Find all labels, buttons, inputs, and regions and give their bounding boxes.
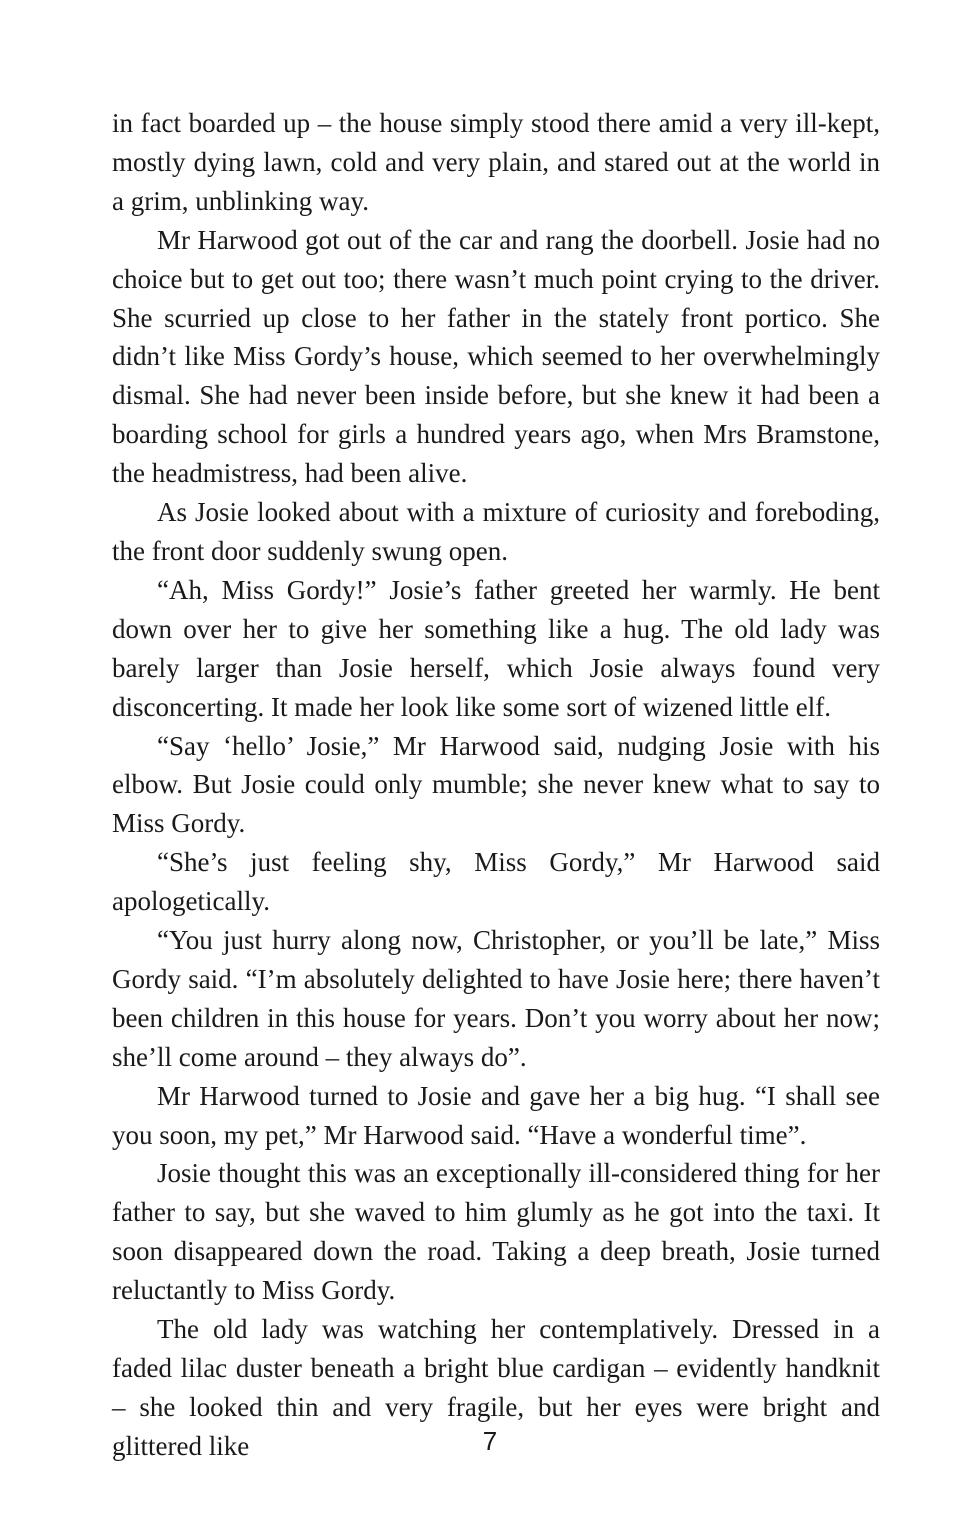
- body-text: [112, 104, 880, 1466]
- paragraph-5: “Say ‘hello’ Josie,” Mr Harwood said, nudging Josie with his elbow. But Josie could only mumble; she never knew what to say to Miss Gordy.: [112, 730, 880, 839]
- paragraph-7: “You just hurry along now, Christopher, or you’ll be late,” Miss Gordy said. “I’m absolutely delighted to have Josie here; there haven’t been children in this house for years. Don’t you worry about her now; she’ll come around – they always do”.: [112, 925, 880, 1072]
- paragraph-10: The old lady was watching her contemplatively. Dressed in a faded lilac duster beneath a bright blue cardigan – evidently handknit – she looked thin and very fragile, but her eyes were bright and glittered like: [112, 1314, 880, 1461]
- paragraph-2: Mr Harwood got out of the car and rang the doorbell. Josie had no choice but to get out too; there wasn’t much point crying to the driver. She scurried up close to her father in the stately front portico. She didn’t like Miss Gordy’s house, which seemed to her overwhelmingly dismal. She had never been inside before, but she knew it had been a boarding school for girls a hundred years ago, when Mrs Bramstone, the headmistress, had been alive.: [112, 224, 880, 489]
- paragraph-6: “She’s just feeling shy, Miss Gordy,” Mr Harwood said apologetically.: [112, 847, 880, 917]
- paragraph-3: As Josie looked about with a mixture of curiosity and foreboding, the front door suddenly swung open.: [112, 497, 880, 566]
- page-number: 7: [482, 1426, 498, 1456]
- paragraph-4: “Ah, Miss Gordy!” Josie’s father greeted her warmly. He bent down over her to give her something like a hug. The old lady was barely larger than Josie herself, which Josie always found very disconcerting. It made her look like some sort of wizened little elf.: [112, 574, 880, 722]
- paragraph-8: Mr Harwood turned to Josie and gave her a big hug. “I shall see you soon, my pet,” Mr Harwood said. “Have a wonderful time”.: [112, 1080, 880, 1150]
- paragraph-1: in fact boarded up – the house simply stood there amid a very ill-kept, mostly dying lawn, cold and very plain, and stared out at the world in a grim, unblinking way.: [112, 108, 880, 216]
- paragraph-9: Josie thought this was an exceptionally ill-considered thing for her father to say, but she waved to him glumly as he got into the taxi. It soon disappeared down the road. Taking a deep breath, Josie turned reluctantly to Miss Gordy.: [112, 1158, 880, 1306]
